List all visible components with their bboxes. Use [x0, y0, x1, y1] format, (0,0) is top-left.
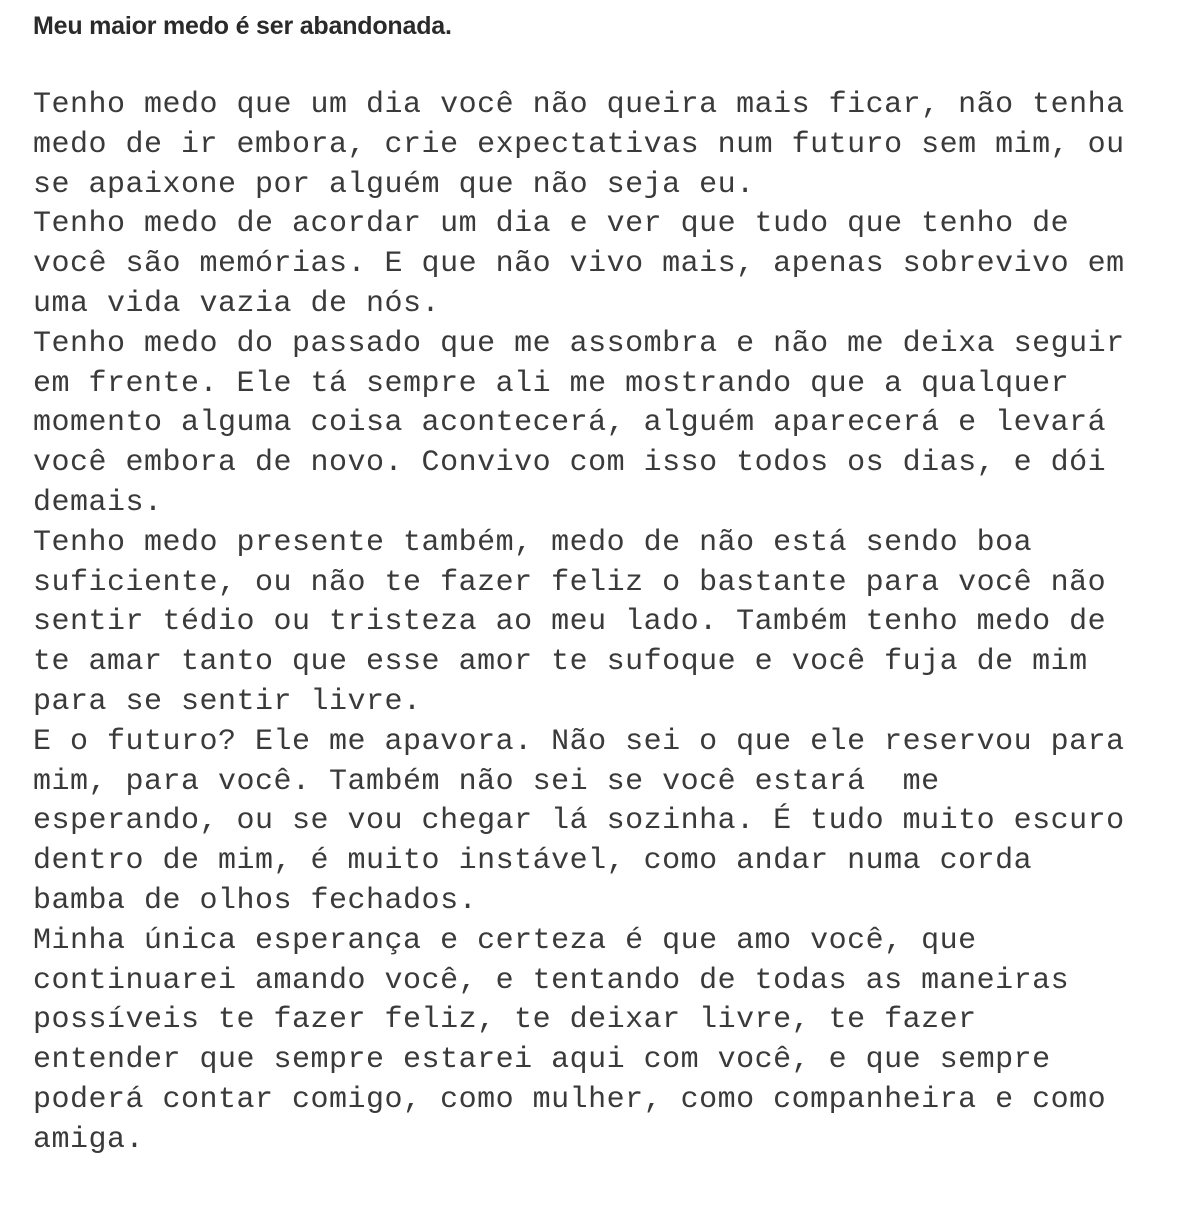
body-line: te amar tanto que esse amor te sufoque e você fuja de mim [33, 645, 1088, 680]
body-line: E o futuro? Ele me apavora. Não sei o que ele reservou para [33, 724, 1125, 759]
body-line: para se sentir livre. [33, 684, 422, 719]
body-line: Tenho medo presente também, medo de não está sendo boa [33, 525, 1033, 560]
body-line: Minha única esperança e certeza é que amo você, que [33, 923, 977, 958]
body-line: dentro de mim, é muito instável, como andar numa corda [33, 844, 1033, 879]
note-title: Meu maior medo é ser abandonada. [33, 12, 452, 40]
body-line: suficiente, ou não te fazer feliz o bastante para você não [33, 565, 1107, 600]
body-line: demais. [33, 485, 163, 520]
body-line: Tenho medo que um dia você não queira mais ficar, não tenha [33, 88, 1125, 122]
body-line: Tenho medo de acordar um dia e ver que tudo que tenho de [33, 207, 1070, 242]
body-line: você são memórias. E que não vivo mais, apenas sobrevivo em [33, 247, 1125, 282]
body-line: uma vida vazia de nós. [33, 286, 441, 321]
body-line: você embora de novo. Convivo com isso todos os dias, e dói [33, 446, 1107, 481]
body-line: se apaixone por alguém que não seja eu. [33, 167, 755, 202]
body-line: esperando, ou se vou chegar lá sozinha. É tudo muito escuro [33, 804, 1125, 839]
body-line: sentir tédio ou tristeza ao meu lado. Também tenho medo de [33, 605, 1107, 640]
body-line: momento alguma coisa acontecerá, alguém aparecerá e levará [33, 406, 1107, 441]
body-line: poderá contar comigo, como mulher, como companheira e como [33, 1082, 1107, 1117]
body-line: Tenho medo do passado que me assombra e não me deixa seguir [33, 326, 1125, 361]
body-line: continuarei amando você, e tentando de todas as maneiras [33, 963, 1070, 998]
body-line: em frente. Ele tá sempre ali me mostrando que a qualquer [33, 366, 1070, 401]
body-line: entender que sempre estarei aqui com você, e que sempre [33, 1043, 1051, 1078]
body-line: bamba de olhos fechados. [33, 883, 478, 918]
body-line: medo de ir embora, crie expectativas num futuro sem mim, ou [33, 127, 1125, 162]
note-document [33, 10, 1153, 1161]
body-line: mim, para você. Também não sei se você estará me [33, 764, 940, 799]
body-line: possíveis te fazer feliz, te deixar livre, te fazer [33, 1003, 977, 1038]
body-line: amiga. [33, 1122, 145, 1157]
note-body [33, 86, 1153, 1161]
